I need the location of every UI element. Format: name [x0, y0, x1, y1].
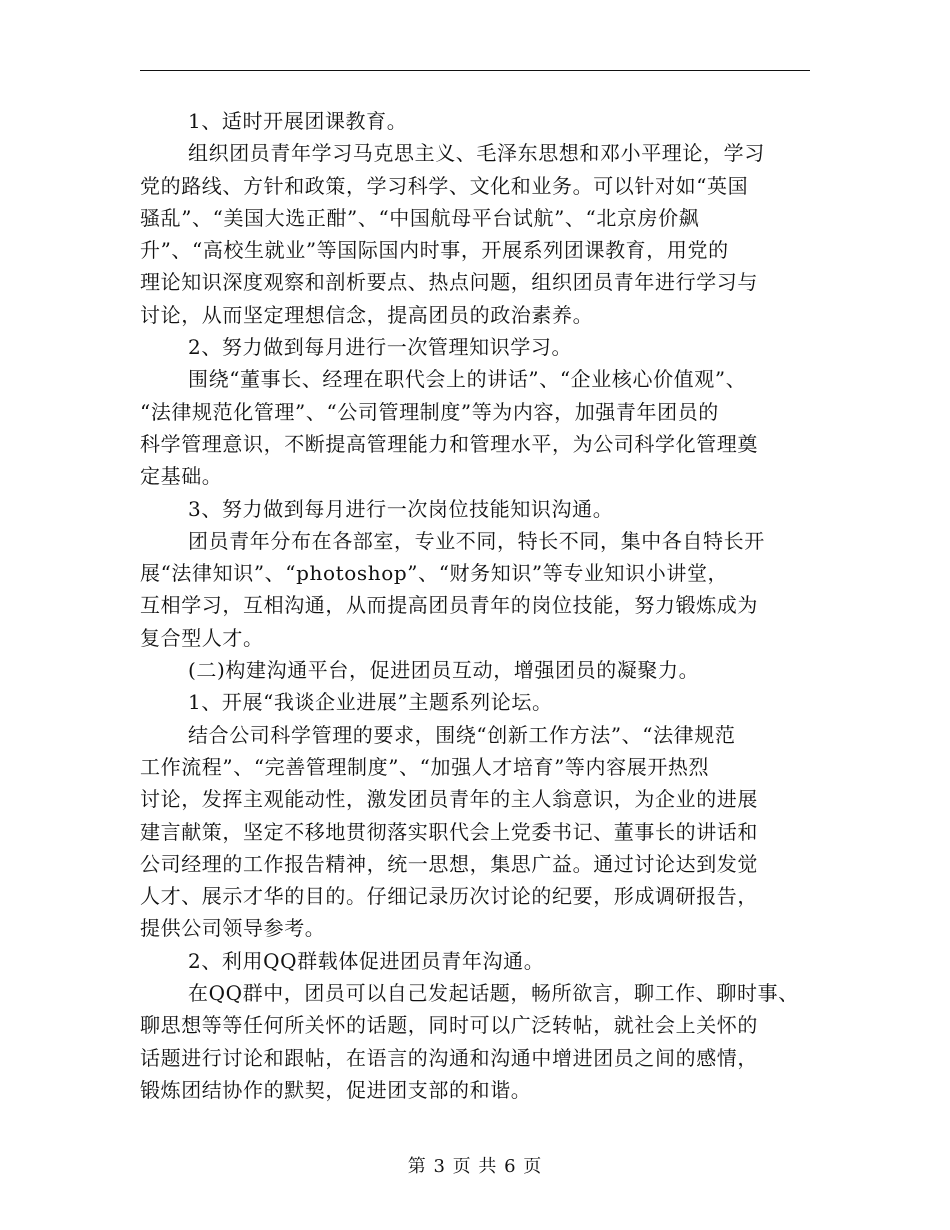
- paragraph-line: 提供公司领导参考。: [140, 916, 326, 941]
- paragraph-line: 人才、展示才华的目的。仔细记录历次讨论的纪要，形成调研报告，: [140, 884, 758, 909]
- paragraph-line: 聊思想等等任何所关怀的话题，同时可以广泛转帖，就社会上关怀的: [140, 1013, 758, 1038]
- paragraph-line: 锻炼团结协作的默契，促进团支部的和谐。: [140, 1077, 532, 1102]
- paragraph-line: “法律规范化管理”、“公司管理制度”等为内容，加强青年团员的: [140, 399, 719, 424]
- paragraph-line: 围绕“董事长、经理在职代会上的讲话”、“企业核心价值观”、: [188, 367, 747, 392]
- heading-line: 2、利用QQ群载体促进团员青年沟通。: [188, 948, 545, 973]
- paragraph-line: 组织团员青年学习马克思主义、毛泽东思想和邓小平理论，学习: [188, 141, 765, 166]
- paragraph-line: 互相学习，互相沟通，从而提高团员青年的岗位技能，努力锻炼成为: [140, 593, 758, 618]
- heading-line: 3、努力做到每月进行一次岗位技能知识沟通。: [188, 496, 614, 521]
- body-text: [140, 105, 820, 1106]
- paragraph-line: 科学管理意识，不断提高管理能力和管理水平，为公司科学化管理奠: [140, 431, 758, 456]
- paragraph-line: 结合公司科学管理的要求，围绕“创新工作方法”、“法律规范: [188, 722, 736, 747]
- paragraph-line: 展“法律知识”、“photoshop”、“财务知识”等专业知识小讲堂，: [140, 561, 729, 586]
- paragraph-line: 理论知识深度观察和剖析要点、热点问题，组织团员青年进行学习与: [140, 270, 758, 295]
- paragraph-line: 公司经理的工作报告精神，统一思想，集思广益。通过讨论达到发觉: [140, 851, 758, 876]
- heading-line: 2、努力做到每月进行一次管理知识学习。: [188, 335, 573, 360]
- heading-line: 1、适时开展团课教育。: [188, 109, 408, 133]
- paragraph-line: 话题进行讨论和跟帖，在语言的沟通和沟通中增进团员之间的感情，: [140, 1045, 758, 1070]
- paragraph-line: 党的路线、方针和政策，学习科学、文化和业务。可以针对如“英国: [140, 173, 749, 198]
- paragraph-line: 骚乱”、“美国大选正酣”、“中国航母平台试航”、“北京房价飙: [140, 205, 700, 230]
- paragraph-line: 讨论，发挥主观能动性，激发团员青年的主人翁意识，为企业的进展: [140, 787, 758, 812]
- paragraph-line: 复合型人才。: [140, 625, 264, 650]
- paragraph-line: 升”、“高校生就业”等国际国内时事，开展系列团课教育，用党的: [140, 238, 729, 263]
- section-heading: (二)构建沟通平台，促进团员互动，增强团员的凝聚力。: [188, 658, 700, 683]
- paragraph-line: 团员青年分布在各部室，专业不同，特长不同，集中各自特长开: [188, 528, 765, 553]
- header-rule: [140, 70, 810, 71]
- paragraph-line: 定基础。: [140, 464, 223, 489]
- paragraph-line: 讨论，从而坚定理想信念，提高团员的政治素养。: [140, 302, 594, 327]
- page-number-footer: 第 3 页 共 6 页: [407, 1156, 543, 1177]
- paragraph-line: 建言献策，坚定不移地贯彻落实职代会上党委书记、董事长的讲话和: [140, 819, 758, 844]
- heading-line: 1、开展“我谈企业进展”主题系列论坛。: [188, 690, 553, 715]
- paragraph-line: 在QQ群中，团员可以自己发起话题，畅所欲言，聊工作、聊时事、: [188, 981, 799, 1006]
- paragraph-line: 工作流程”、“完善管理制度”、“加强人才培育”等内容展开热烈: [140, 754, 710, 779]
